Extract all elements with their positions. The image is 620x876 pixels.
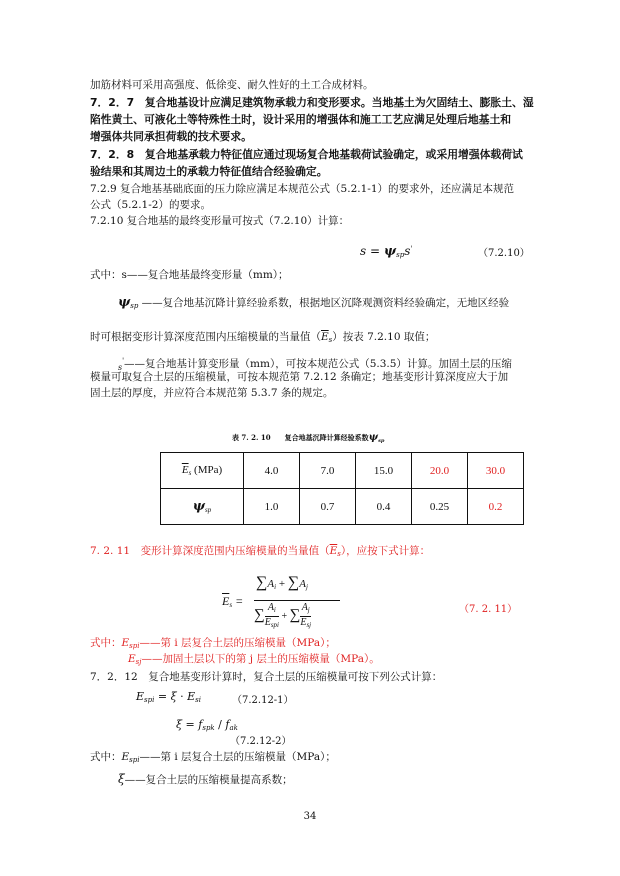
equation-7-2-12-2: $\xi = f_{spk} / f_{ak}$ <box>176 718 238 732</box>
table-cell: 15.0 <box>356 453 412 489</box>
table-cell: 4.0 <box>244 453 300 489</box>
clause-7-2-8-cont: 验结果和其周边土的承载力特征值结合经验确定。 <box>90 165 328 178</box>
table-cell: 20.0 <box>412 453 468 489</box>
table-cell: 0.7 <box>300 489 356 525</box>
table-row <box>161 489 524 525</box>
symbol-def-psi-cont: 时可根据变形计算深度范围内压缩模量的当量值$(\overline{E}_s)$按表 7.2.10 取值； <box>90 331 436 344</box>
equation-number: （7.2.12-2） <box>230 736 292 747</box>
clause-7-2-7-cont: 陷性黄土、可液化土等特殊性土时，设计采用的增强体和施工工艺应满足处理后地基土和 <box>90 113 512 126</box>
table-cell: 0.25 <box>412 489 468 525</box>
text-line: 固土层的厚度，并应符合本规范第 5.3.7 条的规定。 <box>90 387 334 399</box>
table-7-2-10 <box>160 452 524 525</box>
text-line: 模量可取复合土层的压缩模量，可按本规范第 7.2.12 条确定；地基变形计算深度应大于加 <box>90 371 509 383</box>
symbol-def-espi-2: 式中：$E_{spi}——$第 i 层复合土层的压缩模量（MPa）； <box>90 751 336 764</box>
row-header-psi: $\psi_{sp}$ <box>161 489 244 525</box>
clause-7-2-8: 7．2．8 复合地基承载力特征值应通过现场复合地基载荷试验确定，或采用增强体载荷试 <box>90 148 523 161</box>
equation-7-2-11: $\overline{E}_s$ = $\sum A_i + \sum A_j$ ∑ $A_i$ $E_{spi} + \sum A_j$ $E_{sj}$ <box>222 574 342 636</box>
clause-7-2-9-cont: 公式（5.2.1-2）的要求。 <box>90 199 211 211</box>
symbol-def-s: 式中：s——复合地基最终变形量（mm）； <box>90 269 289 281</box>
clause-7-2-11: 7. 2. 11 变形计算深度范围内压缩模量的当量值$(\overline{E}_s)$，应按下式计算： <box>90 545 431 558</box>
table-cell: 0.2 <box>468 489 524 525</box>
symbol-def-espi: 式中：$E_{spi}——$第 i 层复合土层的压缩模量（MPa）； <box>90 637 336 650</box>
clause-7-2-10: 7.2.10 复合地基的最终变形量可按式（7.2.10）计算： <box>90 215 350 227</box>
equation-number: （7.2.10） <box>478 248 530 259</box>
table-cell: 7.0 <box>300 453 356 489</box>
symbol-def-esj: $E_{sj}——$加固土层以下的第 j 层土的压缩模量（MPa）。 <box>128 653 380 666</box>
equation-number: （7. 2. 11） <box>459 604 518 615</box>
table-caption: 表 7. 2. 10 复合地基沉降计算经验系数$\psi_{sp}$ <box>232 432 385 444</box>
row-header-es: $\overline{E}_s$ (MPa) <box>161 453 244 489</box>
table-cell: 1.0 <box>244 489 300 525</box>
text-line: 加筋材料可采用高强度、低徐变、耐久性好的土工合成材料。 <box>90 79 374 91</box>
clause-7-2-12: 7．2．12 复合地基变形计算时，复合土层的压缩模量可按下列公式计算： <box>90 671 443 683</box>
equation-7-2-10: $s = \psi_{sp}s'$ <box>360 244 413 259</box>
clause-7-2-9: 7.2.9 复合地基基础底面的压力除应满足本规范公式（5.2.1-1）的要求外，还应满足本规范 <box>90 183 514 195</box>
symbol-def-psi: $\psi_{sp}$ ——复合地基沉降计算经验系数，根据地区沉降观测资料经验确定，无地区经验 <box>118 295 510 310</box>
table-cell: 30.0 <box>468 453 524 489</box>
clause-7-2-7: 7．2．7 复合地基设计应满足建筑物承载力和变形要求。当地基土为欠固结土、膨胀土、湿 <box>90 96 534 109</box>
table-row <box>161 453 524 489</box>
equation-number: （7.2.12-1） <box>232 695 294 706</box>
table-cell: 0.4 <box>356 489 412 525</box>
symbol-def-s-prime: $_s$'——复合地基计算变形量（mm），可按本规范公式（5.3.5）计算。加固土层的压缩 <box>118 357 512 372</box>
symbol-def-xi: ξ——复合土层的压缩模量提高系数； <box>118 772 293 786</box>
clause-7-2-7-cont: 增强体共同承担荷载的技术要求。 <box>90 130 252 143</box>
page-number: 34 <box>303 811 317 822</box>
equation-7-2-12-1: $E_{spi} = \xi \cdot E_{si}$ <box>136 690 201 704</box>
